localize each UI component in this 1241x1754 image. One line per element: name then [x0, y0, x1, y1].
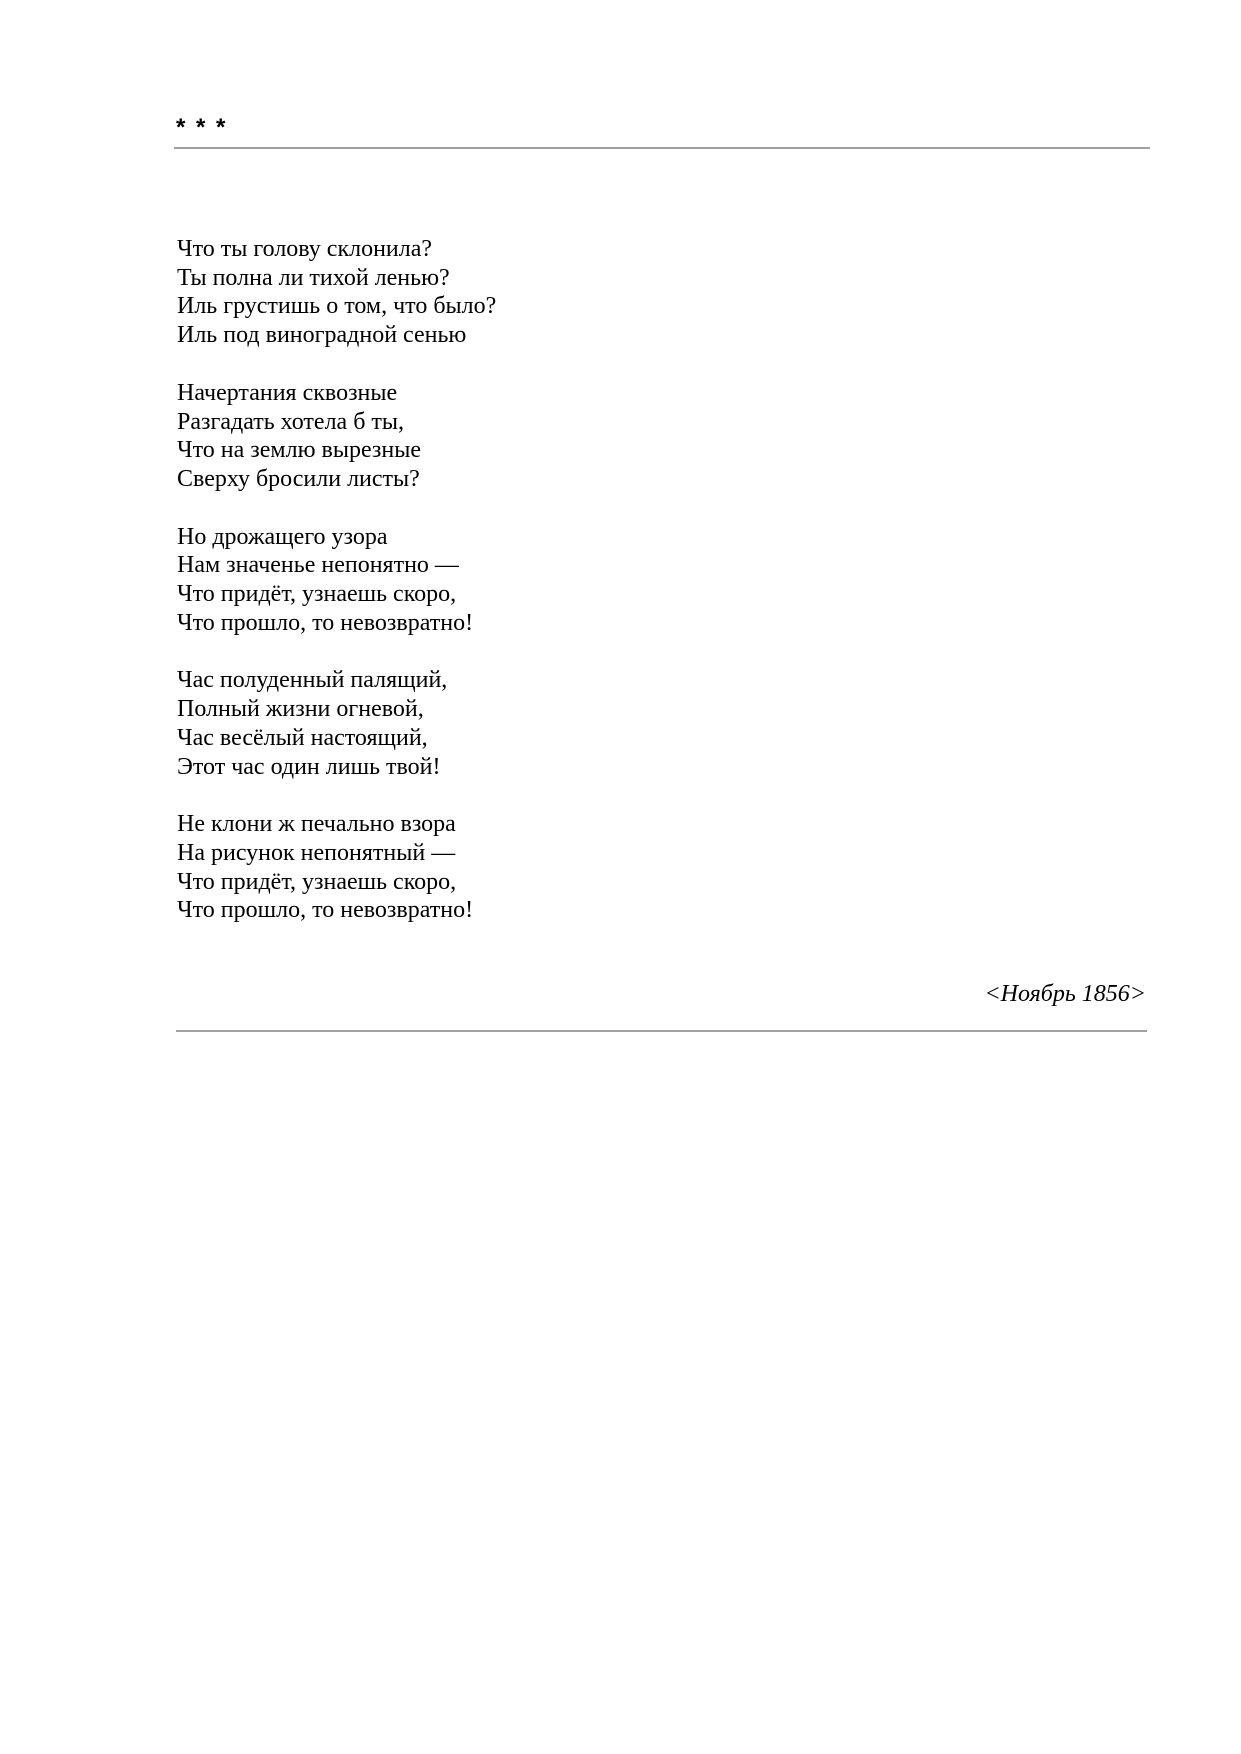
poem-line: Начертания сквозные	[177, 379, 398, 406]
poem-line: Час весёлый настоящий,	[177, 724, 428, 751]
poem-line: Не клони ж печально взора	[177, 811, 456, 838]
poem-line: Иль под виноградной сенью	[177, 322, 467, 349]
poem	[177, 235, 1077, 954]
poem-heading: * * *	[176, 114, 228, 141]
poem-line: Что ты голову склонила?	[177, 236, 433, 262]
poem-line: Что на землю вырезные	[177, 437, 421, 464]
stanza-3	[177, 523, 1077, 638]
poem-line: Что прошло, то невозвратно!	[177, 609, 474, 636]
poem-line: Этот час один лишь твой!	[177, 753, 441, 780]
poem-line: Полный жизни огневой,	[177, 696, 424, 723]
poem-line: Ты полна ли тихой ленью?	[177, 264, 450, 291]
poem-line: Сверху бросили листы?	[177, 465, 420, 492]
top-divider	[174, 147, 1150, 149]
stanza-5	[177, 810, 1077, 925]
poem-line: Разгадать хотела б ты,	[177, 408, 405, 435]
stanza-2	[177, 379, 1077, 494]
poem-line: Нам значенье непонятно —	[177, 552, 459, 579]
poem-line: Что придёт, узнаешь скоро,	[177, 581, 457, 608]
poem-line: Что прошло, то невозвратно!	[177, 897, 474, 924]
stanza-1	[177, 235, 1077, 350]
poem-line: Но дрожащего узора	[177, 523, 388, 550]
poem-date: <Ноябрь 1856>	[984, 981, 1146, 1007]
poem-line: На рисунок непонятный —	[177, 839, 456, 866]
poem-line: Иль грустишь о том, что было?	[177, 293, 497, 320]
poem-line: Что придёт, узнаешь скоро,	[177, 868, 457, 895]
poem-line: Час полуденный палящий,	[177, 667, 448, 694]
stanza-4	[177, 666, 1077, 781]
bottom-divider	[176, 1030, 1147, 1032]
